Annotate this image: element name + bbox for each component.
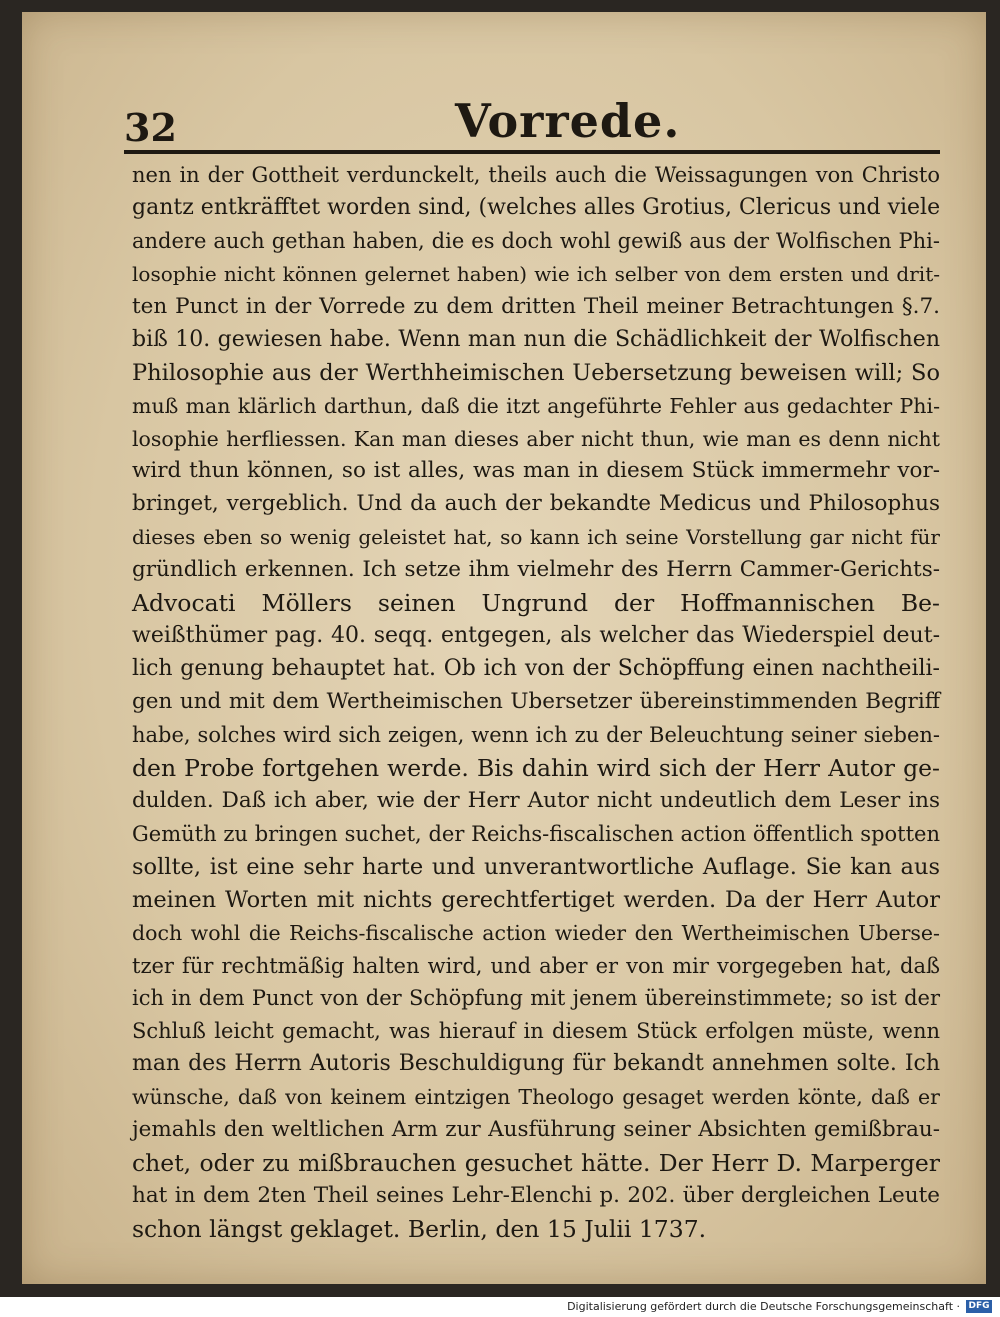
- text-line: Advocati Möllers seinen Ungrund der Hoffmannischen Be-: [132, 589, 940, 618]
- text-line: andere auch gethan haben, die es doch wohl gewiß aus der Wolfischen Phi-: [132, 228, 940, 253]
- text-line: losophie nicht können gelernet haben) wie ich selber von dem ersten und drit-: [132, 261, 940, 286]
- text-line: bringet, vergeblich. Und da auch der bekandte Medicus und Philosophus: [132, 491, 940, 517]
- running-title: Vorrede.: [455, 94, 681, 148]
- footer-bar: [0, 1297, 1000, 1317]
- text-line: gen und mit dem Wertheimischen Ubersetzer übereinstimmenden Begriff: [132, 689, 940, 714]
- text-line: Schluß leicht gemacht, was hierauf in diesem Stück erfolgen müste, wenn: [132, 1019, 940, 1044]
- text-line: jemahls den weltlichen Arm zur Ausführung seiner Absichten gemißbrau-: [132, 1117, 940, 1143]
- text-line: ten Punct in der Vorrede zu dem dritten Theil meiner Betrachtungen §.7.: [132, 293, 940, 319]
- text-line: losophie herfliessen. Kan man dieses aber nicht thun, wie man es denn nicht: [132, 426, 940, 451]
- text-line: habe, solches wird sich zeigen, wenn ich zu der Beleuchtung seiner sieben-: [132, 722, 940, 747]
- text-line: Philosophie aus der Werthheimischen Uebersetzung beweisen will; So: [132, 359, 940, 386]
- text-line: nen in der Gottheit verdunckelt, theils auch die Weissagungen von Christo: [132, 163, 940, 187]
- text-line: meinen Worten mit nichts gerechtfertiget werden. Da der Herr Autor: [132, 886, 940, 913]
- header-rule: [124, 150, 940, 154]
- text-line: sollte, ist eine sehr harte und unverantwortliche Auflage. Sie kan aus: [132, 853, 940, 880]
- text-line: hat in dem 2ten Theil seines Lehr-Elenchi p. 202. über dergleichen Leute: [132, 1183, 940, 1209]
- text-line: dulden. Daß ich aber, wie der Herr Autor nicht undeutlich dem Leser ins: [132, 787, 940, 813]
- text-line: chet, oder zu mißbrauchen gesuchet hätte. Der Herr D. Marperger: [132, 1149, 940, 1178]
- text-line: man des Herrn Autoris Beschuldigung für bekandt annehmen solte. Ich: [132, 1051, 940, 1077]
- text-line: dieses eben so wenig geleistet hat, so kann ich seine Vorstellung gar nicht für: [132, 525, 940, 550]
- text-line: tzer für rechtmäßig halten wird, und aber er von mir vorgegeben hat, daß: [132, 953, 940, 978]
- text-line: wünsche, daß von keinem eintzigen Theologo gesaget werden könte, daß er: [132, 1085, 940, 1110]
- text-line-closing: schon längst geklaget. Berlin, den 15 Julii 1737.: [132, 1215, 707, 1243]
- text-line: weißthümer pag. 40. seqq. entgegen, als welcher das Wiederspiel deut-: [132, 623, 940, 649]
- text-line: den Probe fortgehen werde. Bis dahin wird sich der Herr Autor ge-: [132, 753, 940, 782]
- dfg-logo-icon: DFG: [966, 1300, 992, 1313]
- text-line: biß 10. gewiesen habe. Wenn man nun die Schädlichkeit der Wolfischen: [132, 326, 940, 352]
- text-line: wird thun können, so ist alles, was man in diesem Stück immermehr vor-: [132, 458, 940, 484]
- text-line: ich in dem Punct von der Schöpfung mit jenem übereinstimmete; so ist der: [132, 986, 940, 1011]
- text-line: lich genung behauptet hat. Ob ich von der Schöpffung einen nachtheili-: [132, 656, 940, 682]
- book-page: [22, 12, 986, 1284]
- text-line: gantz entkräfftet worden sind, (welches alles Grotius, Clericus und viele: [132, 194, 941, 220]
- page-number: 32: [124, 105, 177, 150]
- page-header: [22, 12, 986, 152]
- body-text: [132, 159, 940, 1246]
- text-line: gründlich erkennen. Ich setze ihm vielmehr des Herrn Cammer-Gerichts-: [132, 557, 940, 583]
- text-line: Gemüth zu bringen suchet, der Reichs-fiscalischen action öffentlich spotten: [132, 821, 940, 846]
- text-line: doch wohl die Reichs-fiscalische action wieder den Wertheimischen Uberse-: [132, 920, 940, 945]
- funding-credit: Digitalisierung gefördert durch die Deutsche Forschungsgemeinschaft ·: [567, 1300, 960, 1313]
- text-line: muß man klärlich darthun, daß die itzt angeführte Fehler aus gedachter Phi-: [132, 393, 940, 418]
